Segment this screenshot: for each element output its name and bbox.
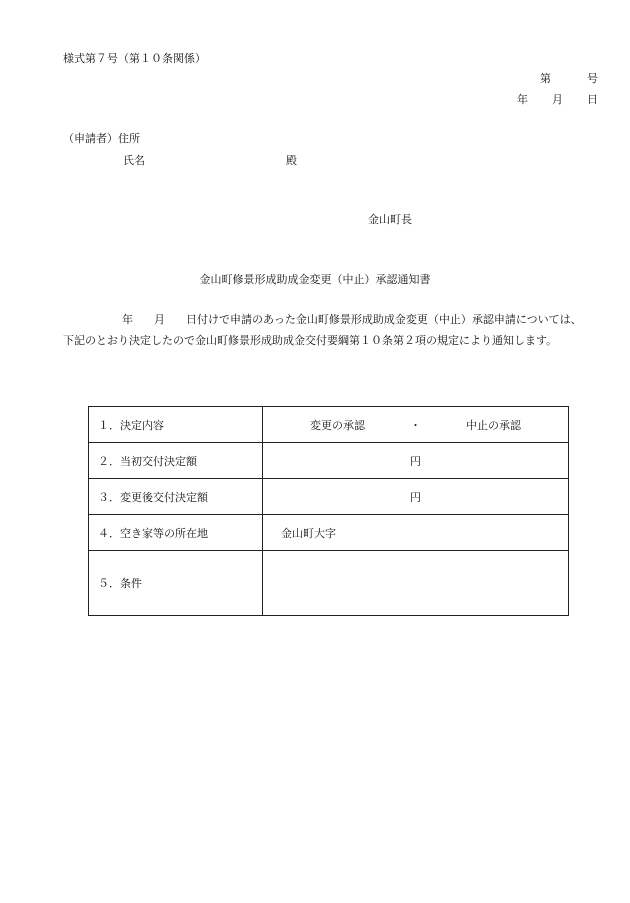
body-year: 年: [122, 313, 133, 326]
table-row: [89, 443, 569, 479]
honorific: 殿: [286, 154, 297, 167]
body-line-1-text: 日付けで申請のあった金山町修景形成助成金変更（中止）承認申請については、: [186, 313, 582, 326]
applicant-name-label: 氏名: [123, 154, 145, 167]
date-month: 月: [552, 93, 563, 106]
row-label-location: ４．空き家等の所在地: [89, 515, 263, 551]
date-day: 日: [587, 93, 598, 106]
document-number-dai: 第: [540, 72, 551, 85]
document-title: 金山町修景形成助成金変更（中止）承認通知書: [199, 273, 431, 286]
date-year: 年: [517, 93, 528, 106]
form-number: 様式第７号（第１０条関係）: [63, 52, 206, 65]
row-label-changed-amount: ３．変更後交付決定額: [89, 479, 263, 515]
table-row: [89, 407, 569, 443]
body-month: 月: [154, 313, 165, 326]
initial-amount-value: 円: [263, 443, 569, 479]
table-row: [89, 479, 569, 515]
body-text-line-2: 下記のとおり決定したので金山町修景形成助成金交付要綱第１０条第２項の規定により通知します。: [63, 334, 558, 347]
table-row: [89, 551, 569, 616]
row-label-decision: １．決定内容: [89, 407, 263, 443]
applicant-name-row: [123, 152, 297, 168]
decision-options: [263, 407, 569, 443]
decision-table: [88, 406, 569, 616]
changed-amount-value: 円: [263, 479, 569, 515]
document-number-row: [540, 70, 598, 86]
option-separator: ・: [410, 418, 421, 432]
row-label-conditions: ５．条件: [89, 551, 263, 616]
row-label-initial-amount: ２．当初交付決定額: [89, 443, 263, 479]
issue-date-row: [517, 91, 598, 107]
option-change-approval: 変更の承認: [310, 418, 365, 432]
conditions-value: [263, 551, 569, 616]
body-text-line-1: [122, 311, 582, 327]
table-row: [89, 515, 569, 551]
location-value: 金山町大字: [263, 515, 569, 551]
document-number-go: 号: [587, 72, 598, 85]
applicant-address-label: （申請者）住所: [63, 132, 140, 145]
option-cancel-approval: 中止の承認: [466, 418, 521, 432]
issuer-name: 金山町長: [368, 213, 412, 226]
